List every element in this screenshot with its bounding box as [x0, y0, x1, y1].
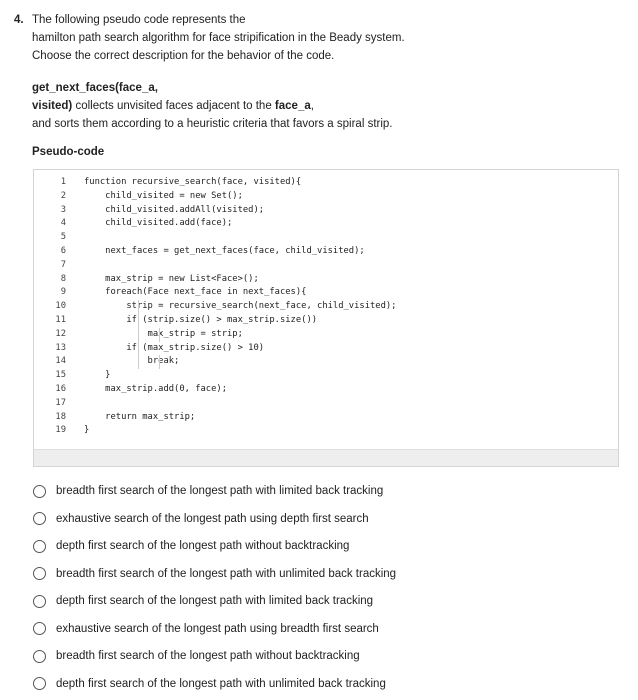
- code-lines: [84, 176, 614, 438]
- line-number: 17: [55, 397, 66, 408]
- code-line: return max_strip;: [84, 411, 196, 422]
- line-number: 11: [55, 314, 66, 325]
- indent-guide: [138, 300, 139, 369]
- answer-option[interactable]: [33, 509, 593, 529]
- code-line: max_strip = strip;: [84, 328, 243, 339]
- question-line-2: hamilton path search algorithm for face stripification in the Beady system.: [32, 32, 405, 44]
- code-line: if (strip.size() > max_strip.size()): [84, 314, 318, 325]
- function-signature-part-2: visited): [32, 100, 73, 112]
- face-a-term: face_a: [274, 100, 311, 112]
- line-number: 5: [60, 232, 66, 243]
- radio-button[interactable]: [33, 677, 46, 690]
- line-number: 9: [60, 287, 66, 298]
- code-line: if (max_strip.size() > 10): [84, 342, 265, 353]
- radio-button[interactable]: [33, 595, 46, 608]
- answer-option[interactable]: [33, 674, 593, 694]
- answer-option-label[interactable]: depth first search of the longest path with unlimited back tracking: [56, 677, 386, 690]
- code-block-scrollbar[interactable]: [34, 449, 618, 466]
- answer-option[interactable]: [33, 481, 593, 501]
- code-line: }: [84, 370, 111, 381]
- code-line: child_visited.addAll(visited);: [84, 204, 265, 215]
- code-block: [33, 169, 619, 467]
- question-line-1: The following pseudo code represents the: [32, 14, 246, 26]
- answer-option-label[interactable]: depth first search of the longest path without backtracking: [56, 540, 350, 552]
- question-number: 4.: [14, 14, 24, 26]
- line-number: 12: [55, 328, 66, 339]
- question-text: [32, 11, 592, 65]
- code-line: [84, 397, 614, 411]
- answer-option-label[interactable]: exhaustive search of the longest path using breadth first search: [56, 622, 379, 635]
- code-line: strip = recursive_search(next_face, child_visited);: [84, 301, 397, 312]
- line-number: 18: [55, 411, 66, 422]
- code-line: [84, 259, 614, 273]
- description-line-3: and sorts them according to a heuristic criteria that favors a spiral strip.: [32, 118, 393, 130]
- code-line: [84, 231, 614, 245]
- line-number: 2: [60, 190, 66, 201]
- function-description: [32, 79, 592, 133]
- answer-option-label[interactable]: breadth first search of the longest path with unlimited back tracking: [56, 567, 397, 580]
- code-line: }: [84, 425, 90, 436]
- description-comma: ,: [310, 100, 314, 112]
- code-line: break;: [84, 356, 180, 367]
- description-line-2: [32, 97, 592, 115]
- answer-option-label[interactable]: breadth first search of the longest path with limited back tracking: [56, 485, 384, 497]
- line-number: 16: [55, 383, 66, 394]
- line-number: 14: [55, 356, 66, 367]
- line-number: 6: [60, 245, 66, 256]
- answer-option-label[interactable]: depth first search of the longest path with limited back tracking: [56, 595, 374, 607]
- description-line-1: [32, 79, 592, 97]
- answer-option[interactable]: [33, 536, 593, 556]
- answer-option[interactable]: [33, 591, 593, 611]
- line-number: 8: [60, 273, 66, 284]
- code-line: function recursive_search(face, visited){: [84, 177, 302, 187]
- line-number: 1: [60, 177, 66, 187]
- answer-option-label[interactable]: exhaustive search of the longest path using depth first search: [56, 512, 369, 525]
- line-number: 3: [60, 204, 66, 215]
- code-line: child_visited = new Set();: [84, 190, 243, 201]
- code-line: next_faces = get_next_faces(face, child_visited);: [84, 245, 365, 256]
- radio-button[interactable]: [33, 512, 46, 525]
- line-number: 7: [60, 259, 66, 270]
- answer-option-label[interactable]: breadth first search of the longest path without backtracking: [56, 650, 360, 662]
- answer-option[interactable]: [33, 646, 593, 666]
- line-number: 4: [60, 218, 66, 229]
- radio-button[interactable]: [33, 485, 46, 498]
- pseudo-code-title: Pseudo-code: [32, 146, 105, 158]
- answer-option[interactable]: [33, 619, 593, 639]
- line-number: 13: [55, 342, 66, 353]
- function-signature-part-1: get_next_faces(face_a,: [32, 82, 158, 94]
- indent-guide: [159, 328, 160, 342]
- indent-guide: [159, 355, 160, 369]
- line-number: 10: [55, 301, 66, 312]
- answer-option[interactable]: [33, 564, 593, 584]
- code-line: foreach(Face next_face in next_faces){: [84, 287, 307, 298]
- line-number: 15: [55, 370, 66, 381]
- radio-button[interactable]: [33, 650, 46, 663]
- radio-button[interactable]: [33, 567, 46, 580]
- code-line: max_strip = new List<Face>();: [84, 273, 259, 284]
- code-line: child_visited.add(face);: [84, 218, 233, 229]
- radio-button[interactable]: [33, 540, 46, 553]
- description-text: collects unvisited faces adjacent to the: [72, 100, 275, 112]
- code-editor-area: [34, 170, 618, 452]
- radio-button[interactable]: [33, 622, 46, 635]
- line-number: 19: [55, 425, 66, 436]
- question-line-3: Choose the correct description for the behavior of the code.: [32, 50, 335, 62]
- line-number-gutter: [34, 176, 66, 438]
- code-line: max_strip.add(0, face);: [84, 383, 227, 394]
